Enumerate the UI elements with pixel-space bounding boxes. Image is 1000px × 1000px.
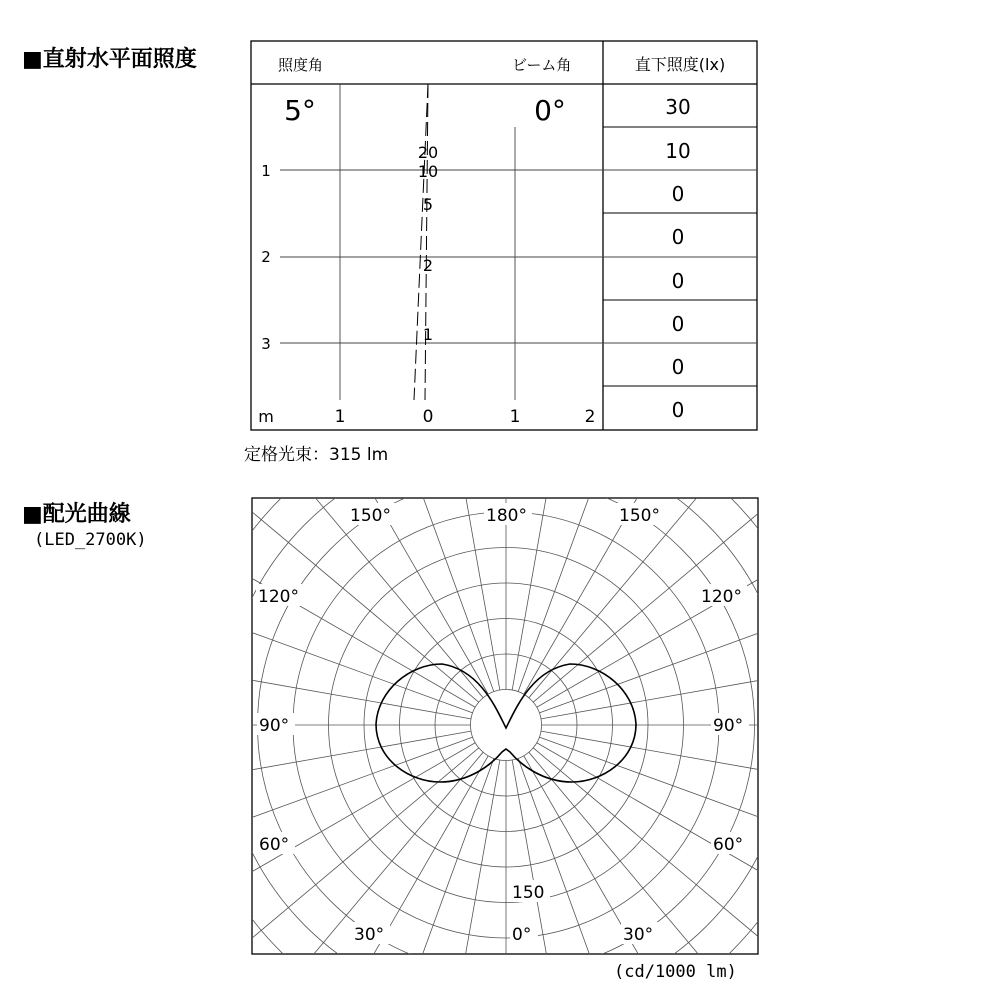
angle-label-90-left: 90° <box>259 716 290 736</box>
distance-label: 1 <box>261 162 271 180</box>
angle-label-90-right: 90° <box>713 716 744 736</box>
x-tick-label: 0 <box>422 407 434 427</box>
angle-label-150-left: 150° <box>350 506 391 526</box>
distribution-heading: ■配光曲線 <box>22 502 131 527</box>
rated-flux-note: 定格光束：315 lm <box>244 445 389 465</box>
axis-unit-label: m <box>258 407 274 426</box>
angle-label-60-right: 60° <box>713 835 744 855</box>
illuminance-value: 0 <box>671 355 685 379</box>
distance-label: 2 <box>261 248 271 266</box>
angle-label-60-left: 60° <box>259 835 290 855</box>
illuminance-value: 0 <box>671 269 685 293</box>
cone-label: 20 <box>417 143 439 162</box>
x-tick-label: 2 <box>584 407 596 427</box>
illuminance-value: 10 <box>665 139 691 163</box>
angle-label-120-right: 120° <box>701 587 742 607</box>
beam-value: 0° <box>534 94 566 127</box>
beam-header: ビーム角 <box>512 56 572 74</box>
distribution-unit-note: (cd/1000 lm) <box>614 962 737 982</box>
angle-value: 5° <box>284 94 316 127</box>
angle-label-120-left: 120° <box>258 587 299 607</box>
angle-label-30-left: 30° <box>354 925 385 945</box>
angle-label-150-right: 150° <box>619 506 660 526</box>
illuminance-value: 30 <box>665 95 691 119</box>
illuminance-diagram <box>251 41 757 430</box>
angle-label-30-right: 30° <box>623 925 654 945</box>
distribution-subheading: (LED_2700K) <box>34 530 147 550</box>
cone-label: 2 <box>422 256 434 275</box>
illuminance-value: 0 <box>671 312 685 336</box>
x-tick-label: 1 <box>334 407 346 427</box>
illuminance-value: 0 <box>671 225 685 249</box>
illuminance-value: 0 <box>671 182 685 206</box>
cone-label: 5 <box>422 195 434 214</box>
cone-label: 10 <box>417 162 439 181</box>
x-tick-label: 1 <box>509 407 521 427</box>
distance-label: 3 <box>261 335 271 353</box>
illuminance-header: 直下照度(lx) <box>634 55 726 74</box>
distribution-diagram <box>0 25 1000 1000</box>
angle-header: 照度角 <box>278 56 324 74</box>
angle-label-0: 0° <box>512 925 532 945</box>
illuminance-value: 0 <box>671 398 685 422</box>
radial-scale-label: 150 <box>512 883 545 903</box>
angle-label-180: 180° <box>486 506 527 526</box>
illuminance-heading: ■直射水平面照度 <box>22 47 197 72</box>
cone-label: 1 <box>422 325 434 344</box>
